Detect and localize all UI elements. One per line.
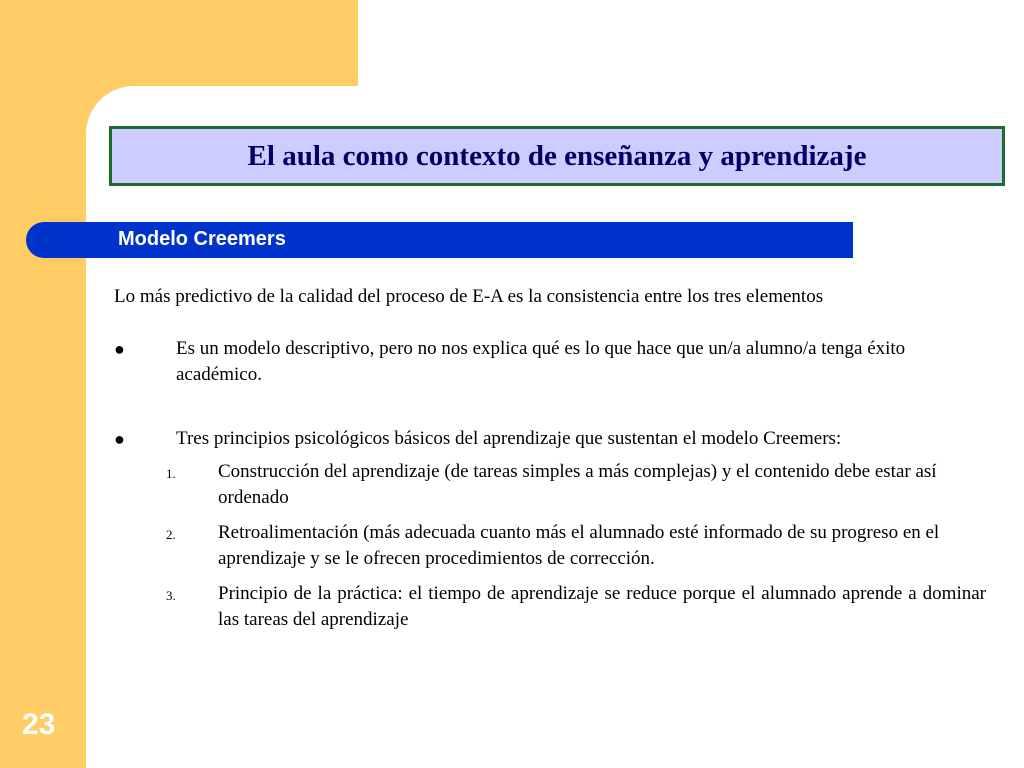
intro-paragraph: Lo más predictivo de la calidad del proceso de E-A es la consistencia entre los tres elementos [114, 286, 824, 307]
bullet-text: Es un modelo descriptivo, pero no nos explica qué es lo que hace que un/a alumno/a tenga éxito académico. [176, 338, 906, 385]
section-bar [26, 222, 853, 258]
item-number: 2. [166, 527, 176, 542]
numbered-item [114, 520, 986, 572]
item-number: 3. [166, 588, 176, 603]
item-text: Retroalimentación (más adecuada cuanto más el alumnado esté informado de su progreso en el aprendizaje y se le ofrecen procedimientos de corrección. [218, 522, 940, 569]
bullet-marker: ● [114, 339, 125, 359]
item-number: 1. [166, 466, 176, 481]
section-title: Modelo Creemers [118, 228, 286, 250]
bullet-item [114, 336, 986, 388]
numbered-item [114, 459, 986, 511]
background-frame-left [0, 0, 86, 768]
page-number: 23 [22, 708, 56, 741]
slide-title: El aula como contexto de enseñanza y aprendizaje [247, 139, 867, 172]
bullet-marker: ● [114, 429, 125, 449]
slide-body [114, 284, 986, 633]
bullet-item [114, 426, 986, 452]
item-text: Construcción del aprendizaje (de tareas simples a más complejas) y el contenido debe estar así ordenado [218, 461, 937, 508]
background-frame-top [0, 0, 358, 86]
numbered-item [114, 581, 986, 633]
item-text: Principio de la práctica: el tiempo de aprendizaje se reduce porque el alumnado aprende a dominar las tareas del aprendizaje [218, 583, 986, 630]
slide-title-box [109, 126, 1005, 186]
bullet-text: Tres principios psicológicos básicos del aprendizaje que sustentan el modelo Creemers: [176, 428, 842, 449]
